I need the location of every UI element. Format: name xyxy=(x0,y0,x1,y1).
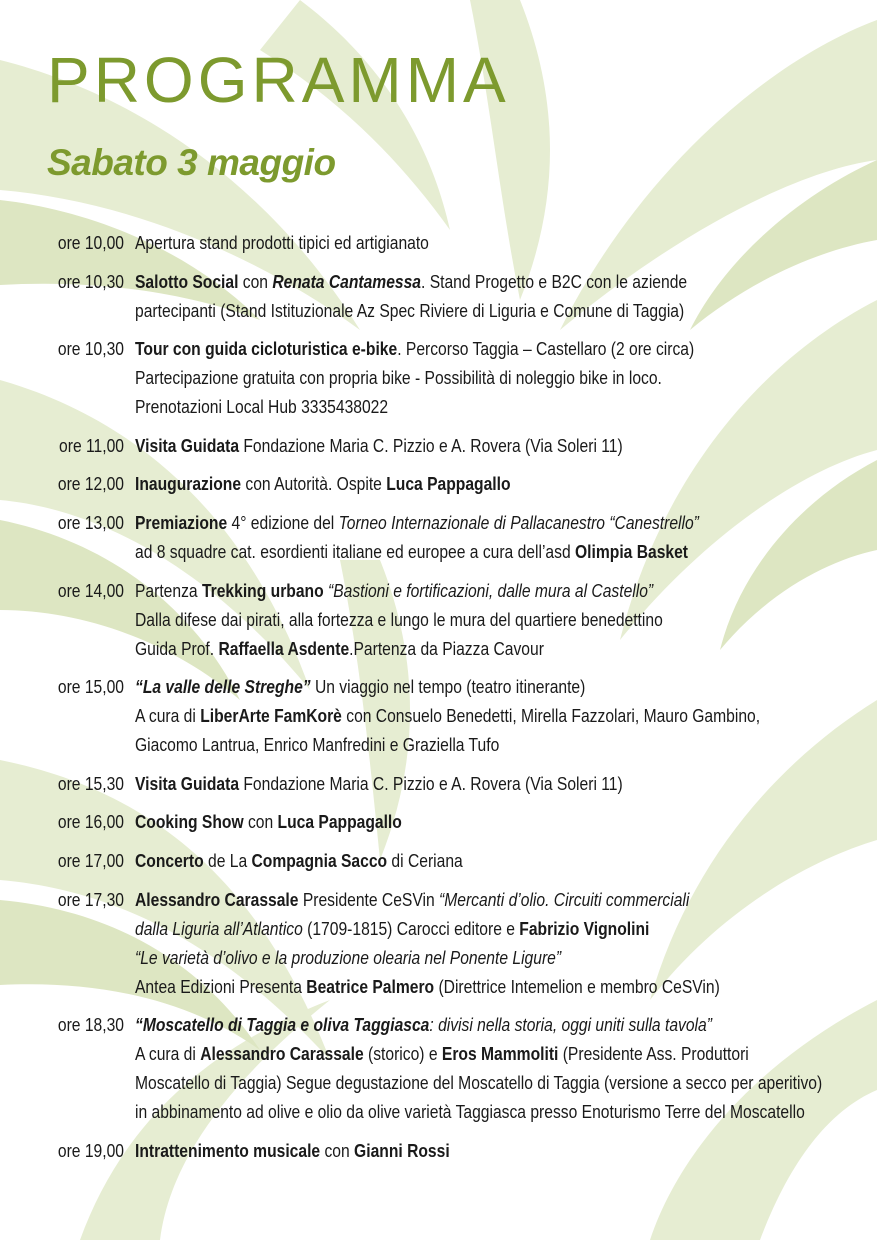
event-time: ore 17,00 xyxy=(57,851,124,871)
event-text: Partecipazione gratuita con propria bike - Possibilità di noleggio bike in loco. xyxy=(135,368,662,389)
event-description xyxy=(135,577,875,664)
event-description xyxy=(135,470,875,499)
event-description xyxy=(135,673,875,760)
event-text: Apertura stand prodotti tipici ed artigianato xyxy=(135,233,429,253)
event-text: Giacomo Lantrua, Enrico Manfredini e Graziella Tufo xyxy=(135,735,500,756)
event-text: “La valle delle Streghe” xyxy=(135,677,311,698)
event-line xyxy=(135,432,771,461)
event-text: . Stand Progetto e B2C con le aziende xyxy=(421,271,688,292)
event-line xyxy=(135,1069,823,1098)
event-time: ore 14,00 xyxy=(57,580,124,601)
schedule-row xyxy=(0,470,877,499)
event-text: Luca Pappagallo xyxy=(277,812,402,833)
event-text: ad 8 squadre cat. esordienti italiane ed europee a cura dell’asd xyxy=(135,542,575,562)
event-text: Premiazione xyxy=(135,513,228,533)
event-description xyxy=(135,335,875,422)
event-text: Dalla difese dai pirati, alla fortezza e lungo le mura del quartiere benedettino xyxy=(135,609,663,630)
event-text: A cura di xyxy=(135,1044,201,1065)
event-text: “Moscatello di Taggia e oliva Taggiasca xyxy=(135,1015,430,1036)
event-text: Salotto Social xyxy=(135,271,239,292)
event-text: Beatrice Palmero xyxy=(306,976,435,997)
event-text: de La xyxy=(203,851,252,871)
event-text: Torneo Internazionale di Pallacanestro “Canestrello” xyxy=(338,513,699,533)
event-text: Presidente CeSVin xyxy=(298,889,440,910)
event-text: in abbinamento ad olive e olio da olive varietà Taggiasca presso Enoturismo Terre del Moscatello xyxy=(135,1102,805,1123)
event-text: Tour con guida cicloturistica e-bike xyxy=(135,339,398,360)
event-description xyxy=(135,268,875,326)
event-line xyxy=(135,915,771,944)
event-text: partecipanti (Stand Istituzionale Az Spec Riviere di Liguria e Comune di Taggia) xyxy=(135,300,685,321)
event-description xyxy=(135,808,875,837)
event-text: 4° edizione del xyxy=(227,513,339,533)
event-description xyxy=(135,886,875,1002)
schedule-row xyxy=(0,577,877,664)
event-time: ore 16,00 xyxy=(57,812,124,833)
event-line xyxy=(135,673,771,702)
schedule-row xyxy=(0,847,877,876)
schedule-row xyxy=(0,229,877,258)
event-text: Intrattenimento musicale xyxy=(135,1140,321,1161)
event-text: LiberArte FamKorè xyxy=(200,706,342,727)
event-text: (Direttrice Intemelion e membro CeSVin) xyxy=(434,976,720,997)
event-text: dalla Liguria all’Atlantico xyxy=(135,918,303,939)
event-text: Fondazione Maria C. Pizzio e A. Rovera (Via Soleri 11) xyxy=(239,435,623,456)
event-text: Fabrizio Vignolini xyxy=(519,918,650,939)
event-text: (storico) e xyxy=(363,1044,442,1065)
event-text: “Bastioni e fortificazioni, dalle mura al Castello” xyxy=(323,580,654,601)
event-line xyxy=(135,606,771,635)
event-text: (1709-1815) Carocci editore e xyxy=(302,918,520,939)
event-line xyxy=(135,1137,771,1166)
schedule-row xyxy=(0,770,877,799)
event-text: Raffaella Asdente xyxy=(218,638,350,659)
event-description xyxy=(135,1011,875,1127)
event-text: Antea Edizioni Presenta xyxy=(135,976,307,997)
schedule-row xyxy=(0,1011,877,1127)
event-text: Moscatello di Taggia) Segue degustazione del Moscatello di Taggia (versione a secco per aperitivo) xyxy=(135,1073,823,1094)
event-line xyxy=(135,364,771,393)
event-line xyxy=(135,335,771,364)
event-text: Renata Cantamessa xyxy=(272,271,422,292)
event-text: “Mercanti d’olio. Circuiti commerciali xyxy=(439,889,690,910)
event-time: ore 13,00 xyxy=(57,513,124,533)
event-time: ore 10,30 xyxy=(57,339,124,360)
event-line xyxy=(135,268,771,297)
event-text: Compagnia Sacco xyxy=(251,851,388,871)
event-line xyxy=(135,973,771,1002)
event-line xyxy=(135,229,771,258)
event-time: ore 12,00 xyxy=(57,474,124,495)
event-description xyxy=(135,847,875,876)
event-text: con xyxy=(238,271,273,292)
schedule-row xyxy=(0,335,877,422)
schedule-row xyxy=(0,509,877,567)
schedule-row xyxy=(0,886,877,1002)
event-text: “Le varietà d’olivo e la produzione olearia nel Ponente Ligure” xyxy=(135,947,562,968)
event-line xyxy=(135,635,771,664)
event-description xyxy=(135,432,875,461)
event-time: ore 15,30 xyxy=(57,773,124,794)
event-description xyxy=(135,509,875,567)
event-description xyxy=(135,1137,875,1166)
event-time: ore 19,00 xyxy=(57,1140,124,1161)
schedule-row xyxy=(0,432,877,461)
event-text: Cooking Show xyxy=(135,812,244,833)
event-line xyxy=(135,470,771,499)
event-text: con xyxy=(320,1140,355,1161)
date-heading: Sabato 3 maggio xyxy=(47,142,336,183)
event-text: Inaugurazione xyxy=(135,474,242,495)
event-text: . Percorso Taggia – Castellaro (2 ore circa) xyxy=(397,339,695,360)
event-text: con xyxy=(243,812,278,833)
event-time: ore 11,00 xyxy=(59,435,124,456)
event-text: Un viaggio nel tempo (teatro itinerante) xyxy=(310,677,586,698)
event-time: ore 17,30 xyxy=(57,889,124,910)
event-text: Prenotazioni Local Hub 3335438022 xyxy=(135,397,389,418)
event-line xyxy=(135,770,771,799)
event-line xyxy=(135,731,771,760)
event-line xyxy=(135,1098,805,1127)
event-text: Fondazione Maria C. Pizzio e A. Rovera (Via Soleri 11) xyxy=(239,773,623,794)
event-line xyxy=(135,847,771,876)
event-line xyxy=(135,1040,771,1069)
event-text: Olimpia Basket xyxy=(574,542,689,562)
event-text: Eros Mammoliti xyxy=(441,1044,559,1065)
schedule-row xyxy=(0,673,877,760)
event-description xyxy=(135,770,875,799)
event-text: .Partenza da Piazza Cavour xyxy=(349,638,544,659)
event-text: con Consuelo Benedetti, Mirella Fazzolari, Mauro Gambino, xyxy=(341,706,761,727)
schedule-row xyxy=(0,808,877,837)
event-time: ore 18,30 xyxy=(57,1015,124,1036)
event-text: Gianni Rossi xyxy=(354,1140,450,1161)
event-text: : divisi nella storia, oggi uniti sulla tavola” xyxy=(429,1015,712,1036)
event-description xyxy=(135,229,875,258)
event-text: (Presidente Ass. Produttori xyxy=(558,1044,749,1065)
event-text: con Autorità. Ospite xyxy=(241,474,387,495)
event-line xyxy=(135,538,771,567)
event-line xyxy=(135,944,771,973)
event-text: Partenza xyxy=(135,580,202,601)
event-text: A cura di xyxy=(135,706,201,727)
event-line xyxy=(135,509,771,538)
event-text: Visita Guidata xyxy=(135,435,240,456)
event-line xyxy=(135,393,771,422)
event-line xyxy=(135,702,771,731)
event-line xyxy=(135,808,771,837)
schedule-row xyxy=(0,268,877,326)
event-line xyxy=(135,297,771,326)
event-time: ore 10,00 xyxy=(57,233,124,253)
event-text: di Ceriana xyxy=(387,851,463,871)
event-text: Concerto xyxy=(135,851,204,871)
event-text: Alessandro Carassale xyxy=(135,889,299,910)
event-text: Visita Guidata xyxy=(135,773,240,794)
event-line xyxy=(135,886,771,915)
event-text: Luca Pappagallo xyxy=(386,474,511,495)
schedule-row xyxy=(0,1137,877,1166)
event-line xyxy=(135,577,771,606)
event-text: Alessandro Carassale xyxy=(200,1044,364,1065)
event-text: Guida Prof. xyxy=(135,638,219,659)
page-title: PROGRAMMA xyxy=(47,44,510,116)
event-time: ore 10,30 xyxy=(57,271,124,292)
event-text: Trekking urbano xyxy=(201,580,324,601)
event-line xyxy=(135,1011,771,1040)
event-time: ore 15,00 xyxy=(57,677,124,698)
